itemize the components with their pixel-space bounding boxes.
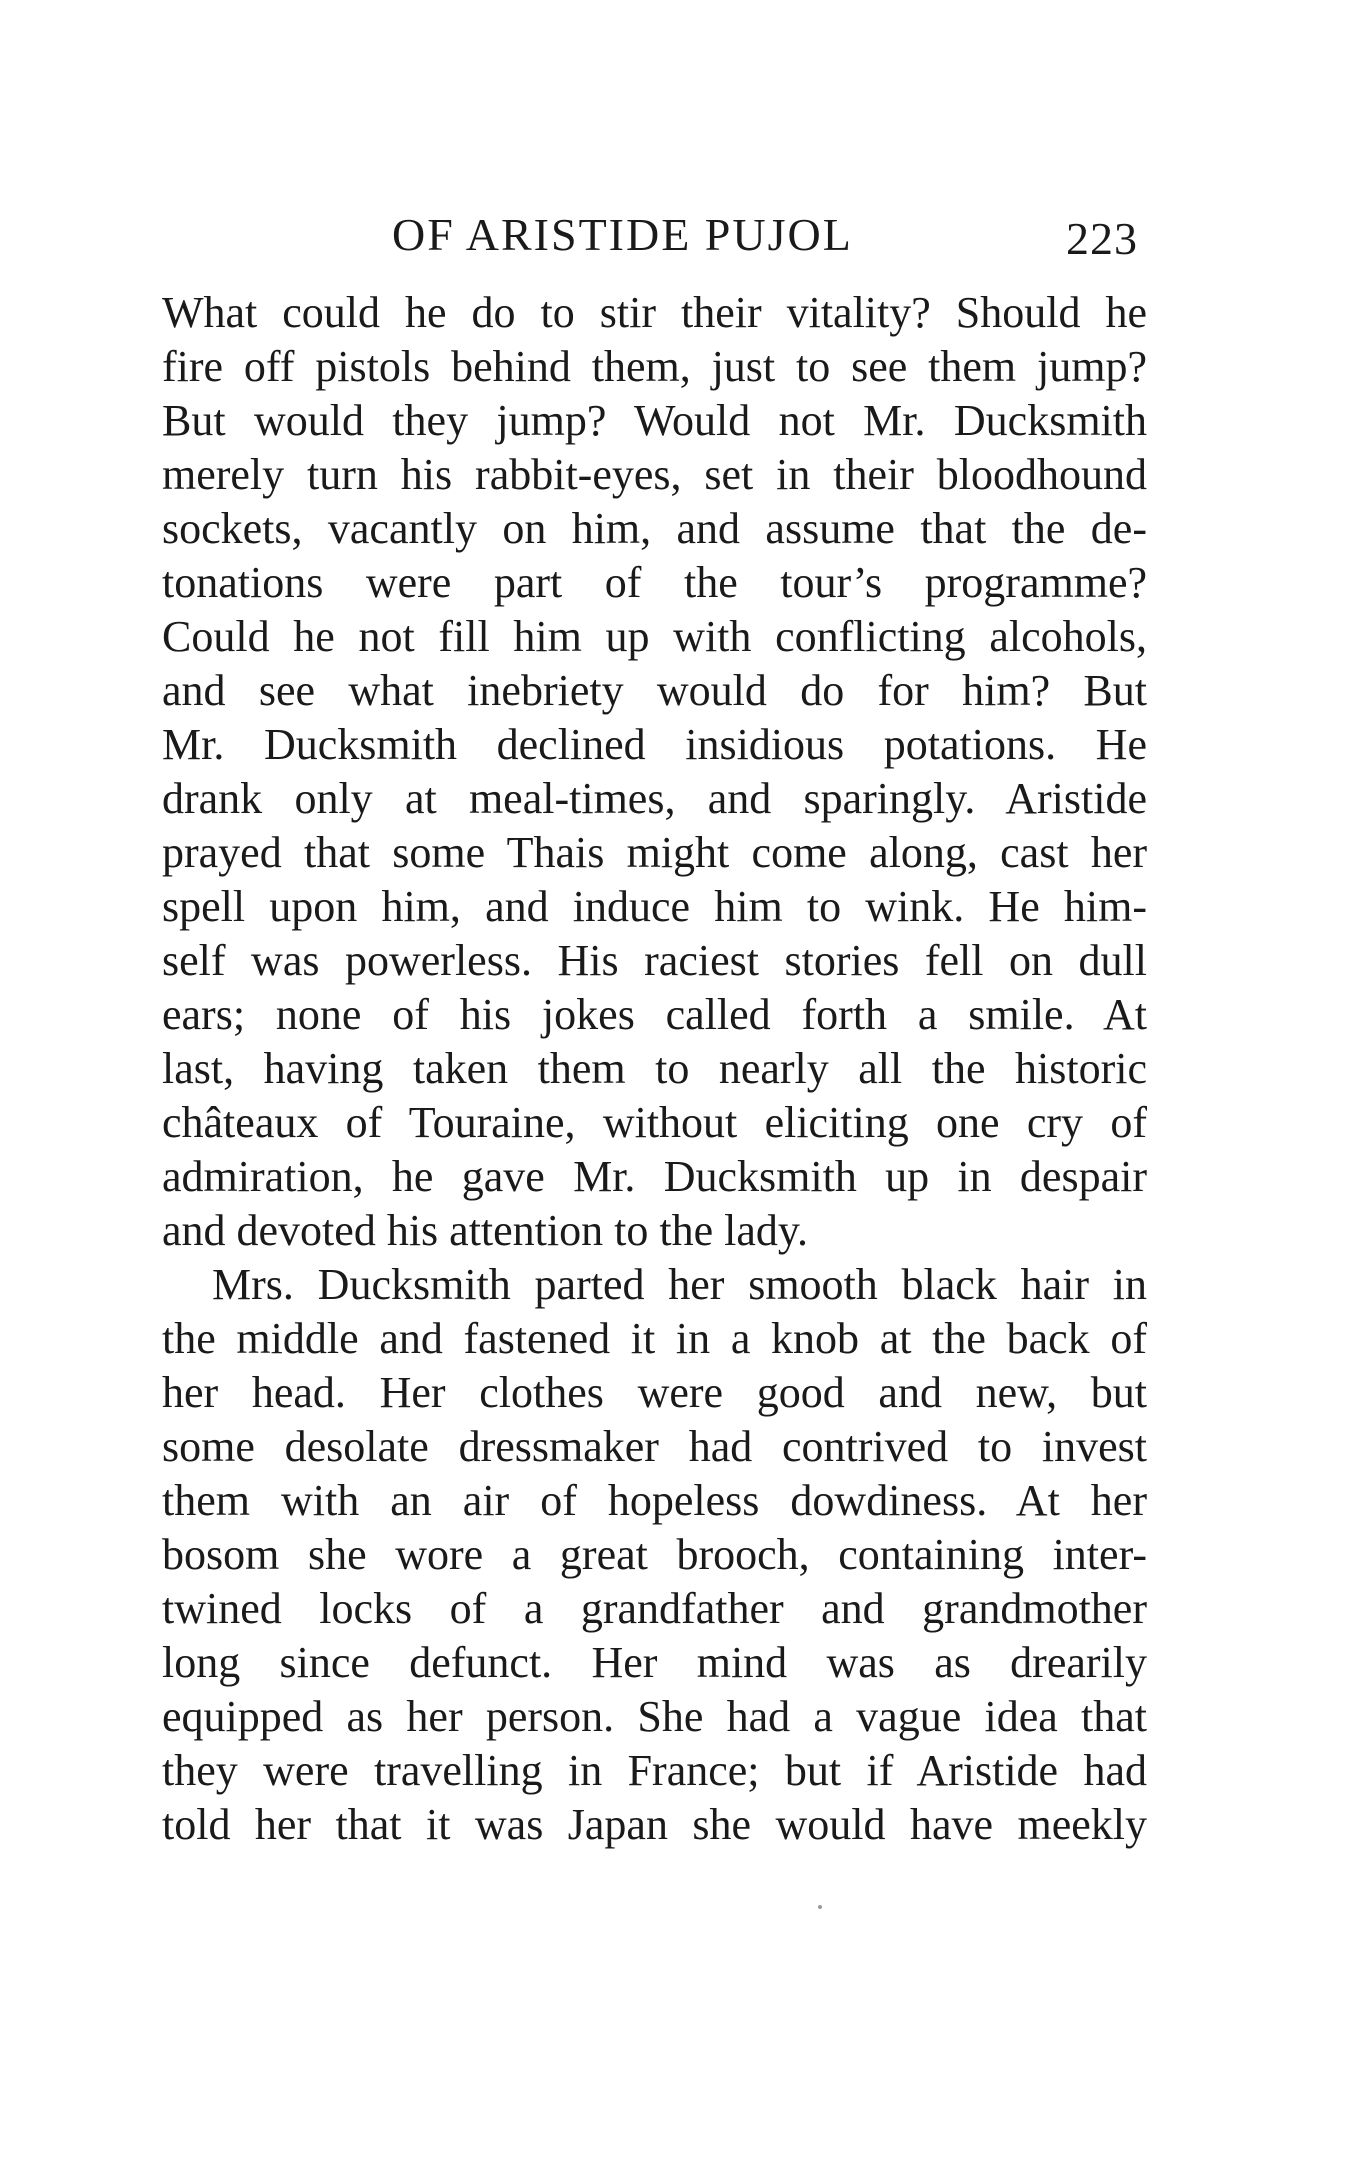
text-line: drank only at meal-times, and sparingly. Aristide — [162, 774, 1147, 823]
text-line: Mr. Ducksmith declined insidious potations. He — [162, 720, 1147, 769]
paragraph-first-line: Mrs. Ducksmith parted her smooth black hair in — [212, 1260, 1147, 1309]
running-title: OF ARISTIDE PUJOL — [392, 209, 853, 260]
text-line: fire off pistols behind them, just to see them jump? — [162, 342, 1147, 391]
running-head — [162, 200, 1152, 270]
text-line: and see what inebriety would do for him? But — [162, 666, 1147, 715]
text-line: her head. Her clothes were good and new, but — [162, 1368, 1147, 1417]
text-line: ears; none of his jokes called forth a smile. At — [162, 990, 1147, 1039]
text-line: told her that it was Japan she would have meekly — [162, 1800, 1147, 1849]
text-line: spell upon him, and induce him to wink. He him- — [162, 882, 1147, 931]
page-number: 223 — [1066, 213, 1138, 264]
text-line: they were travelling in France; but if Aristide had — [162, 1746, 1147, 1795]
text-line: bosom she wore a great brooch, containing inter- — [162, 1530, 1147, 1579]
text-line: equipped as her person. She had a vague idea that — [162, 1692, 1147, 1741]
text-line: them with an air of hopeless dowdiness. At her — [162, 1476, 1147, 1525]
text-line: tonations were part of the tour’s programme? — [162, 558, 1147, 607]
text-line: self was powerless. His raciest stories fell on dull — [162, 936, 1147, 985]
text-line: long since defunct. Her mind was as drearily — [162, 1638, 1147, 1687]
paragraph-last-line: and devoted his attention to the lady. — [162, 1206, 808, 1255]
text-line: But would they jump? Would not Mr. Ducksmith — [162, 396, 1147, 445]
text-line: Could he not fill him up with conflicting alcohols, — [162, 612, 1147, 661]
text-line: last, having taken them to nearly all the historic — [162, 1044, 1147, 1093]
text-line: châteaux of Touraine, without eliciting one cry of — [162, 1098, 1147, 1147]
text-line: twined locks of a grandfather and grandmother — [162, 1584, 1147, 1633]
text-line: prayed that some Thais might come along, cast her — [162, 828, 1147, 877]
text-line: admiration, he gave Mr. Ducksmith up in despair — [162, 1152, 1147, 1201]
text-line: merely turn his rabbit-eyes, set in their bloodhound — [162, 450, 1147, 499]
print-speck — [818, 1905, 822, 1909]
text-line: What could he do to stir their vitality? Should he — [162, 288, 1147, 337]
body-text — [162, 286, 1147, 1852]
text-line: the middle and fastened it in a knob at the back of — [162, 1314, 1147, 1363]
text-line: some desolate dressmaker had contrived to invest — [162, 1422, 1147, 1471]
text-line: sockets, vacantly on him, and assume that the de- — [162, 504, 1147, 553]
